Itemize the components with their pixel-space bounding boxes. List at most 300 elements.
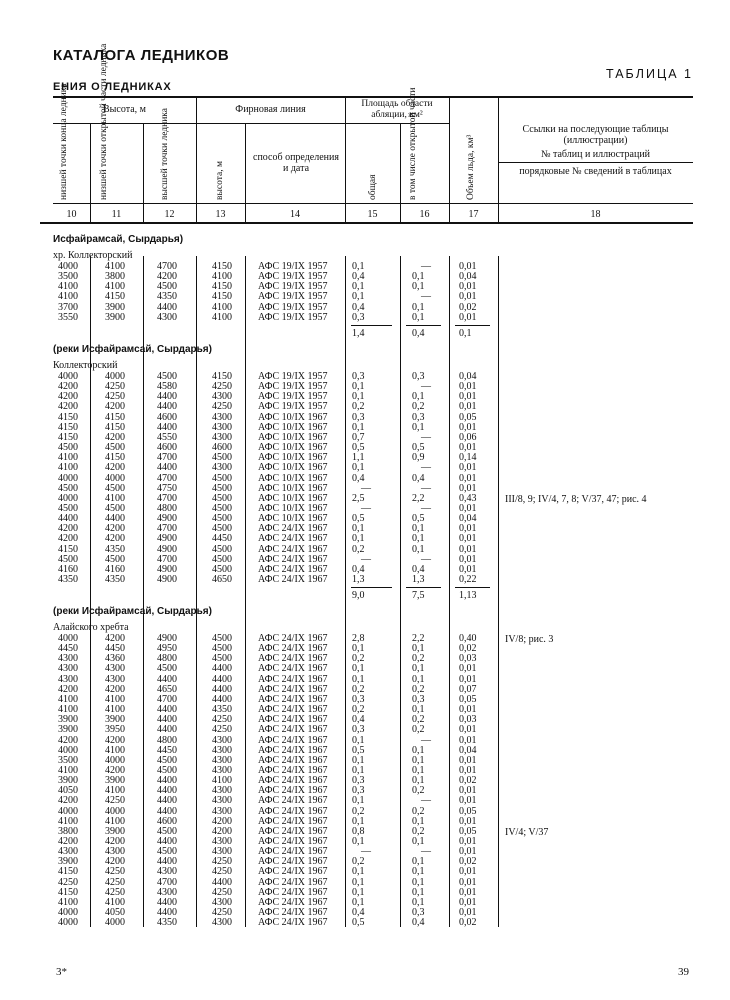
table-cell: 4150 (105, 452, 125, 464)
table-cell: 4000 (58, 805, 78, 817)
table-cell: 2,5 (352, 492, 365, 504)
table-cell: 0,2 (352, 683, 365, 695)
table-cell: 0,01 (459, 846, 477, 858)
table-cell: АФС 24/IX 1967 (258, 815, 328, 827)
table-cell: 0,2 (412, 401, 425, 413)
table-row (0, 796, 730, 806)
table-cell: 0,1 (412, 673, 425, 685)
table-row (0, 918, 730, 928)
table-cell: 4100 (58, 291, 78, 303)
col-number: 17 (468, 209, 479, 220)
table-cell: 0,01 (459, 261, 477, 272)
table-cell: АФС 10/IX 1967 (258, 482, 328, 494)
table-cell: 4500 (212, 653, 232, 665)
body-col-divider (400, 256, 401, 927)
table-row (0, 534, 730, 544)
table-cell: 0,1 (352, 866, 365, 878)
table-cell: 4300 (212, 462, 232, 474)
col-number: 18 (590, 209, 601, 220)
table-cell: 4500 (157, 663, 177, 675)
table-cell: 0,01 (459, 543, 477, 555)
table-cell: 4050 (105, 907, 125, 919)
table-cell: 4900 (157, 633, 177, 644)
table-cell: 0,3 (352, 371, 365, 382)
table-cell: 4800 (157, 653, 177, 665)
table-cell: 4000 (58, 744, 78, 756)
table-cell: 0,4 (352, 907, 365, 919)
table-cell: 4500 (58, 442, 78, 454)
table-cell: 4200 (105, 431, 125, 443)
table-cell: 4000 (58, 907, 78, 919)
table-cell: 0,01 (459, 896, 477, 908)
table-cell: 0,1 (352, 815, 365, 827)
table-cell: 4150 (212, 281, 232, 293)
table-cell: 4200 (58, 734, 78, 746)
table-cell: 0,1 (412, 886, 425, 898)
table-cell: — (361, 482, 371, 494)
table-cell: АФС 24/IX 1967 (258, 563, 328, 575)
table-cell: 4400 (212, 683, 232, 695)
table-cell: АФС 10/IX 1967 (258, 431, 328, 443)
table-cell: 4300 (212, 421, 232, 433)
table-cell: АФС 24/IX 1967 (258, 795, 328, 807)
table-cell: 4100 (212, 301, 232, 313)
table-cell: 0,5 (352, 917, 365, 929)
table-cell: 0,2 (412, 724, 425, 736)
table-cell: АФС 24/IX 1967 (258, 543, 328, 555)
section-title: (реки Исфайрамсай, Сырдарья) (53, 344, 212, 355)
section-title: Исфайрамсай, Сырдарья) (53, 234, 184, 245)
table-cell: 0,01 (459, 523, 477, 535)
table-cell: 0,03 (459, 653, 477, 665)
table-cell: 4150 (212, 261, 232, 272)
table-cell: 4500 (212, 452, 232, 464)
table-cell: 0,06 (459, 431, 477, 443)
body-col-divider (90, 256, 91, 927)
table-cell: 0,4 (352, 271, 365, 283)
table-cell: 0,01 (459, 442, 477, 454)
table-cell: 4100 (58, 764, 78, 776)
table-cell: АФС 19/IX 1957 (258, 381, 328, 393)
table-cell: АФС 24/IX 1967 (258, 574, 328, 585)
table-cell: 4400 (58, 513, 78, 525)
table-top-rule (53, 96, 693, 98)
table-cell: 0,04 (459, 513, 477, 525)
table-cell: 4250 (58, 876, 78, 888)
section-subtitle: Алайского хребта (53, 622, 129, 633)
table-cell: 4000 (58, 371, 78, 382)
table-cell: 0,01 (459, 472, 477, 484)
table-cell: 4150 (58, 886, 78, 898)
table-cell: 0,5 (412, 442, 425, 454)
table-cell: — (421, 462, 431, 474)
table-cell: 4300 (212, 431, 232, 443)
table-cell: 4250 (212, 401, 232, 413)
table-cell: 4400 (212, 693, 232, 705)
table-cell: 4200 (58, 836, 78, 847)
table-cell: 4400 (157, 795, 177, 807)
table-cell: 0,2 (412, 805, 425, 817)
table-cell: 0,22 (459, 574, 477, 585)
table-cell: 4100 (105, 896, 125, 908)
table-cell: 0,1 (412, 815, 425, 827)
table-cell: 0,3 (412, 371, 425, 382)
table-cell: 4100 (105, 261, 125, 272)
table-cell: 4250 (212, 866, 232, 878)
table-cell: 4300 (212, 411, 232, 423)
table-cell: 0,01 (459, 533, 477, 545)
table-cell: 4300 (105, 663, 125, 675)
table-cell: 0,4 (352, 563, 365, 575)
col12-header: высшей точки ледника (160, 108, 170, 200)
table-cell: 0,1 (352, 421, 365, 433)
table-cell: 0,8 (352, 825, 365, 837)
table-cell: 3900 (58, 714, 78, 726)
table-cell: 4400 (157, 421, 177, 433)
table-cell: 0,1 (352, 291, 365, 303)
table-cell: 4300 (212, 764, 232, 776)
table-cell: 4800 (157, 502, 177, 514)
table-cell: 0,4 (412, 563, 425, 575)
table-cell: 0,02 (459, 301, 477, 313)
table-cell: 0,01 (459, 311, 477, 323)
body-col-divider (196, 256, 197, 927)
table-cell: 4000 (105, 754, 125, 766)
table-cell: 4700 (157, 693, 177, 705)
table-cell: 0,01 (459, 291, 477, 303)
table-cell: 4900 (157, 563, 177, 575)
table-cell: АФС 24/IX 1967 (258, 673, 328, 685)
table-cell: 0,3 (352, 311, 365, 323)
table-cell: АФС 24/IX 1967 (258, 714, 328, 726)
table-cell: 0,5 (352, 442, 365, 454)
table-cell: 4600 (157, 815, 177, 827)
table-cell: 4100 (58, 896, 78, 908)
table-cell: 4500 (212, 492, 232, 504)
table-cell: 0,1 (412, 663, 425, 675)
table-cell: 0,5 (352, 744, 365, 756)
table-cell: 0,01 (459, 886, 477, 898)
table-cell: АФС 10/IX 1967 (258, 513, 328, 525)
table-cell: 4300 (212, 846, 232, 858)
table-cell: 4100 (105, 492, 125, 504)
table-cell: 4200 (105, 734, 125, 746)
table-cell: АФС 10/IX 1967 (258, 411, 328, 423)
table-cell: 0,1 (412, 281, 425, 293)
table-cell: 4350 (105, 543, 125, 555)
ref-mid-rule (498, 162, 693, 163)
table-cell: 0,3 (352, 693, 365, 705)
table-cell: 3900 (105, 714, 125, 726)
col14-header: способ определения и дата (253, 152, 339, 174)
table-cell: АФС 10/IX 1967 (258, 452, 328, 464)
table-cell: 4300 (212, 917, 232, 929)
table-cell: 4250 (212, 856, 232, 868)
table-row (0, 402, 730, 412)
table-cell: 4250 (212, 381, 232, 393)
table-cell: 4300 (157, 866, 177, 878)
table-cell: 4500 (212, 563, 232, 575)
table-cell: 0,3 (352, 724, 365, 736)
group-area-header: Площадь области абляции, км² (361, 99, 433, 120)
table-cell: 4700 (157, 472, 177, 484)
table-cell: 4160 (58, 563, 78, 575)
table-cell: 4300 (157, 886, 177, 898)
table-cell: 4000 (105, 371, 125, 382)
table-cell: АФС 24/IX 1967 (258, 764, 328, 776)
table-row (0, 725, 730, 735)
table-cell: 0,1 (412, 301, 425, 313)
table-cell: 4000 (58, 917, 78, 929)
body-col-divider (245, 256, 246, 927)
table-cell: 4200 (58, 401, 78, 413)
table-cell: 0,05 (459, 411, 477, 423)
table-cell: 4750 (157, 482, 177, 494)
table-cell: 0,1 (412, 856, 425, 868)
table-cell: 4300 (212, 836, 232, 847)
table-cell: АФС 24/IX 1967 (258, 785, 328, 797)
table-cell: 4400 (157, 301, 177, 313)
table-cell: 0,03 (459, 714, 477, 726)
table-cell: 4700 (157, 523, 177, 535)
table-cell: 0,01 (459, 836, 477, 847)
table-cell: 4200 (212, 825, 232, 837)
table-cell: 0,01 (459, 502, 477, 514)
table-cell: АФС 19/IX 1957 (258, 261, 328, 272)
body-col-divider (143, 256, 144, 927)
table-cell: 0,01 (459, 563, 477, 575)
table-cell: 4700 (157, 452, 177, 464)
table-cell: 0,1 (352, 836, 365, 847)
col-divider (498, 96, 499, 222)
table-cell: 4100 (58, 452, 78, 464)
table-cell: 0,2 (352, 653, 365, 665)
col-divider (400, 123, 401, 222)
col-divider (449, 96, 450, 222)
table-cell: АФС 10/IX 1967 (258, 462, 328, 474)
table-cell: 1,3 (412, 574, 425, 585)
col-number: 16 (419, 209, 430, 220)
table-cell: — (421, 553, 431, 565)
table-cell: 0,4 (412, 917, 425, 929)
table-cell: 0,01 (459, 866, 477, 878)
table-cell: 4300 (58, 673, 78, 685)
table-cell: — (421, 846, 431, 858)
table-cell: 4250 (212, 714, 232, 726)
table-cell: 3900 (58, 775, 78, 787)
table-cell: 4100 (212, 311, 232, 323)
table-row (0, 292, 730, 302)
table-cell: 4300 (212, 785, 232, 797)
table-cell: 4350 (157, 917, 177, 929)
table-cell: 0,01 (459, 785, 477, 797)
table-cell: 4150 (105, 291, 125, 303)
table-cell: 0,1 (412, 543, 425, 555)
table-cell: 0,01 (459, 381, 477, 393)
table-cell: 0,01 (459, 704, 477, 716)
table-cell: 4200 (58, 795, 78, 807)
table-cell: 4500 (212, 543, 232, 555)
total-cell: 9,0 (352, 590, 365, 602)
table-cell: 0,05 (459, 805, 477, 817)
table-cell: 4000 (105, 805, 125, 817)
table-cell: 0,1 (352, 673, 365, 685)
table-cell: 0,01 (459, 795, 477, 807)
table-row (0, 664, 730, 674)
table-cell: 4150 (58, 866, 78, 878)
table-cell: 0,01 (459, 401, 477, 413)
table-cell: 0,01 (459, 553, 477, 565)
table-cell: 4250 (212, 886, 232, 898)
col16-header: в том числе открытой части (408, 87, 418, 200)
table-cell: 4600 (212, 442, 232, 454)
totals-row (0, 329, 730, 339)
table-cell: 0,7 (352, 431, 365, 443)
table-cell: 4100 (105, 815, 125, 827)
table-cell: 4580 (157, 381, 177, 393)
table-cell: 0,01 (459, 907, 477, 919)
table-cell: АФС 24/IX 1967 (258, 523, 328, 535)
page-number: 39 (678, 966, 689, 978)
table-cell: АФС 24/IX 1967 (258, 836, 328, 847)
table-cell: 0,3 (412, 907, 425, 919)
body-col-divider (345, 256, 346, 927)
table-cell: 1,3 (352, 574, 365, 585)
table-cell: 4150 (58, 411, 78, 423)
table-cell: АФС 24/IX 1967 (258, 704, 328, 716)
page-signature: 3* (56, 966, 67, 978)
table-cell: 4200 (105, 401, 125, 413)
table-cell: 4200 (212, 815, 232, 827)
table-cell: 4300 (157, 311, 177, 323)
table-cell: 0,01 (459, 734, 477, 746)
table-cell: АФС 24/IX 1967 (258, 775, 328, 787)
table-cell: 0,04 (459, 271, 477, 283)
table-cell: АФС 19/IX 1957 (258, 391, 328, 403)
col18-header-top: Ссылки на последующие таблицы (иллюстрации) (522, 124, 669, 146)
table-cell: 3700 (58, 301, 78, 313)
table-cell: АФС 24/IX 1967 (258, 734, 328, 746)
table-cell: 4900 (157, 574, 177, 585)
table-row (0, 575, 730, 585)
body-col-divider (449, 256, 450, 927)
table-cell: 0,1 (352, 381, 365, 393)
table-cell: 0,02 (459, 917, 477, 929)
table-cell: 0,02 (459, 775, 477, 787)
table-cell: 4950 (157, 643, 177, 655)
col17-header: Объем льда, км³ (466, 134, 476, 200)
table-cell: 0,1 (352, 523, 365, 535)
table-cell: 0,1 (352, 281, 365, 293)
col-number: 13 (215, 209, 226, 220)
totals-rule (351, 325, 392, 326)
table-cell: 4250 (105, 876, 125, 888)
table-cell: 4450 (157, 744, 177, 756)
table-cell: АФС 24/IX 1967 (258, 533, 328, 545)
table-cell: 4150 (58, 543, 78, 555)
table-cell: 4300 (212, 795, 232, 807)
table-cell: 4500 (58, 502, 78, 514)
total-cell: 7,5 (412, 590, 425, 602)
table-cell: 0,1 (352, 896, 365, 908)
table-cell: 0,2 (412, 653, 425, 665)
table-cell: АФС 19/IX 1957 (258, 311, 328, 323)
table-cell: 0,01 (459, 815, 477, 827)
table-cell: 4300 (105, 673, 125, 685)
table-cell: АФС 24/IX 1967 (258, 896, 328, 908)
table-cell: 0,43 (459, 492, 477, 504)
table-cell: 4100 (58, 704, 78, 716)
table-cell: 4400 (157, 856, 177, 868)
table-cell: 0,9 (412, 452, 425, 464)
table-cell: 0,3 (412, 693, 425, 705)
table-cell: 0,01 (459, 764, 477, 776)
firn-group-rule (196, 123, 345, 124)
col-number: 12 (164, 209, 175, 220)
table-cell: 4000 (58, 472, 78, 484)
table-cell: АФС 24/IX 1967 (258, 754, 328, 766)
table-cell: 0,1 (352, 391, 365, 403)
reference-note: III/8, 9; IV/4, 7, 8; V/37, 47; рис. 4 (505, 493, 647, 505)
table-cell: 4500 (212, 513, 232, 525)
table-cell: — (421, 431, 431, 443)
table-cell: 4100 (212, 271, 232, 283)
table-cell: 0,1 (352, 734, 365, 746)
table-cell: 4350 (105, 574, 125, 585)
table-cell: 0,1 (412, 876, 425, 888)
table-cell: 4160 (105, 563, 125, 575)
table-cell: 4200 (157, 271, 177, 283)
table-cell: 0,1 (412, 391, 425, 403)
table-cell: 4250 (105, 866, 125, 878)
table-cell: 0,1 (352, 261, 365, 272)
table-cell: 4100 (58, 693, 78, 705)
table-cell: 4400 (105, 513, 125, 525)
col-number: 14 (290, 209, 300, 220)
table-cell: 4300 (58, 846, 78, 858)
table-cell: 4500 (212, 523, 232, 535)
table-cell: 4200 (105, 764, 125, 776)
table-cell: 4300 (212, 744, 232, 756)
table-cell: 4200 (58, 391, 78, 403)
table-cell: 4200 (105, 533, 125, 545)
table-cell: 0,2 (412, 825, 425, 837)
table-cell: 4100 (105, 785, 125, 797)
table-cell: 4500 (212, 502, 232, 514)
table-cell: 4150 (212, 291, 232, 303)
reference-note: IV/8; рис. 3 (505, 634, 554, 645)
table-cell: 4150 (105, 411, 125, 423)
table-row (0, 463, 730, 473)
table-cell: 0,1 (412, 896, 425, 908)
table-cell: 4250 (212, 724, 232, 736)
table-cell: 4550 (157, 431, 177, 443)
table-cell: 0,1 (352, 663, 365, 675)
page-title: КАТАЛОГА ЛЕДНИКОВ (53, 47, 230, 64)
table-cell: 0,2 (352, 401, 365, 413)
table-cell: 4150 (212, 371, 232, 382)
table-cell: 4400 (157, 907, 177, 919)
table-cell: — (361, 553, 371, 565)
table-cell: АФС 24/IX 1967 (258, 724, 328, 736)
table-cell: 4250 (105, 391, 125, 403)
table-cell: 4200 (105, 683, 125, 695)
totals-rule (351, 587, 392, 588)
table-cell: 4250 (212, 907, 232, 919)
table-cell: 4200 (105, 633, 125, 644)
table-cell: 4100 (212, 775, 232, 787)
table-cell: — (421, 381, 431, 393)
